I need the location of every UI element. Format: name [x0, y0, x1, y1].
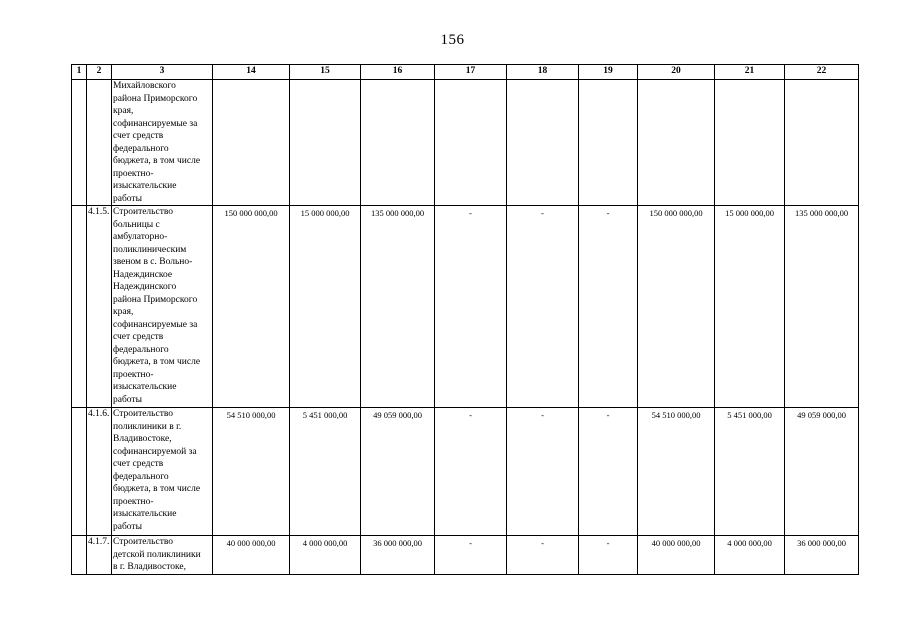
value-cell: 135 000 000,00	[361, 206, 435, 408]
value-cell: 4 000 000,00	[290, 536, 361, 575]
value-cell: -	[507, 408, 579, 536]
value-cell: 49 059 000,00	[361, 408, 435, 536]
value-cell: 54 510 000,00	[638, 408, 715, 536]
value-cell: 15 000 000,00	[715, 206, 785, 408]
value-cell: 135 000 000,00	[785, 206, 859, 408]
table-row	[72, 408, 859, 536]
value-cell	[638, 80, 715, 206]
row-number	[87, 80, 112, 206]
table-row	[72, 80, 859, 206]
column-header: 1	[72, 65, 87, 80]
table-cell	[72, 206, 87, 408]
column-header: 20	[638, 65, 715, 80]
value-cell: -	[435, 536, 507, 575]
value-cell: 150 000 000,00	[213, 206, 290, 408]
value-cell	[579, 80, 638, 206]
value-cell	[785, 80, 859, 206]
value-cell: -	[435, 206, 507, 408]
column-header: 17	[435, 65, 507, 80]
row-name: Михайловского района Приморского края, софинансируемые за счет средств федерального бюджета, в том числе проектно- изыскательские работы	[112, 80, 213, 206]
value-cell	[507, 80, 579, 206]
row-number: 4.1.6.	[87, 408, 112, 536]
header-row	[72, 65, 859, 80]
table-cell	[72, 536, 87, 575]
value-cell	[290, 80, 361, 206]
row-name: Строительство больницы с амбулаторно- поликлиническим звеном в с. Вольно- Надеждинское Надеждинского района Приморского края, софинансируемые за счет средств федерального бюджета, в том числе проектно- изыскательские работы	[112, 206, 213, 408]
value-cell: -	[507, 206, 579, 408]
row-number: 4.1.5.	[87, 206, 112, 408]
column-header: 3	[112, 65, 213, 80]
value-cell: 150 000 000,00	[638, 206, 715, 408]
column-header: 21	[715, 65, 785, 80]
table-cell	[72, 408, 87, 536]
column-header: 19	[579, 65, 638, 80]
value-cell: -	[579, 206, 638, 408]
value-cell: 49 059 000,00	[785, 408, 859, 536]
value-cell: 36 000 000,00	[785, 536, 859, 575]
column-header: 15	[290, 65, 361, 80]
column-header: 14	[213, 65, 290, 80]
value-cell	[715, 80, 785, 206]
value-cell	[361, 80, 435, 206]
column-header: 18	[507, 65, 579, 80]
row-number: 4.1.7.	[87, 536, 112, 575]
value-cell: -	[507, 536, 579, 575]
table-row	[72, 206, 859, 408]
page-number: 156	[440, 32, 465, 48]
value-cell: -	[435, 408, 507, 536]
table-row	[72, 536, 859, 575]
value-cell: 4 000 000,00	[715, 536, 785, 575]
value-cell	[435, 80, 507, 206]
budget-table	[71, 64, 859, 575]
value-cell	[213, 80, 290, 206]
value-cell: 5 451 000,00	[715, 408, 785, 536]
table-cell	[72, 80, 87, 206]
value-cell: 15 000 000,00	[290, 206, 361, 408]
value-cell: -	[579, 536, 638, 575]
value-cell: 40 000 000,00	[638, 536, 715, 575]
column-header: 16	[361, 65, 435, 80]
value-cell: 36 000 000,00	[361, 536, 435, 575]
value-cell: 40 000 000,00	[213, 536, 290, 575]
row-name: Строительство детской поликлиники в г. Владивостоке,	[112, 536, 213, 575]
column-header: 2	[87, 65, 112, 80]
row-name: Строительство поликлиники в г. Владивостоке, софинансируемой за счет средств федерального бюджета, в том числе проектно- изыскательские работы	[112, 408, 213, 536]
value-cell: -	[579, 408, 638, 536]
value-cell: 5 451 000,00	[290, 408, 361, 536]
column-header: 22	[785, 65, 859, 80]
value-cell: 54 510 000,00	[213, 408, 290, 536]
